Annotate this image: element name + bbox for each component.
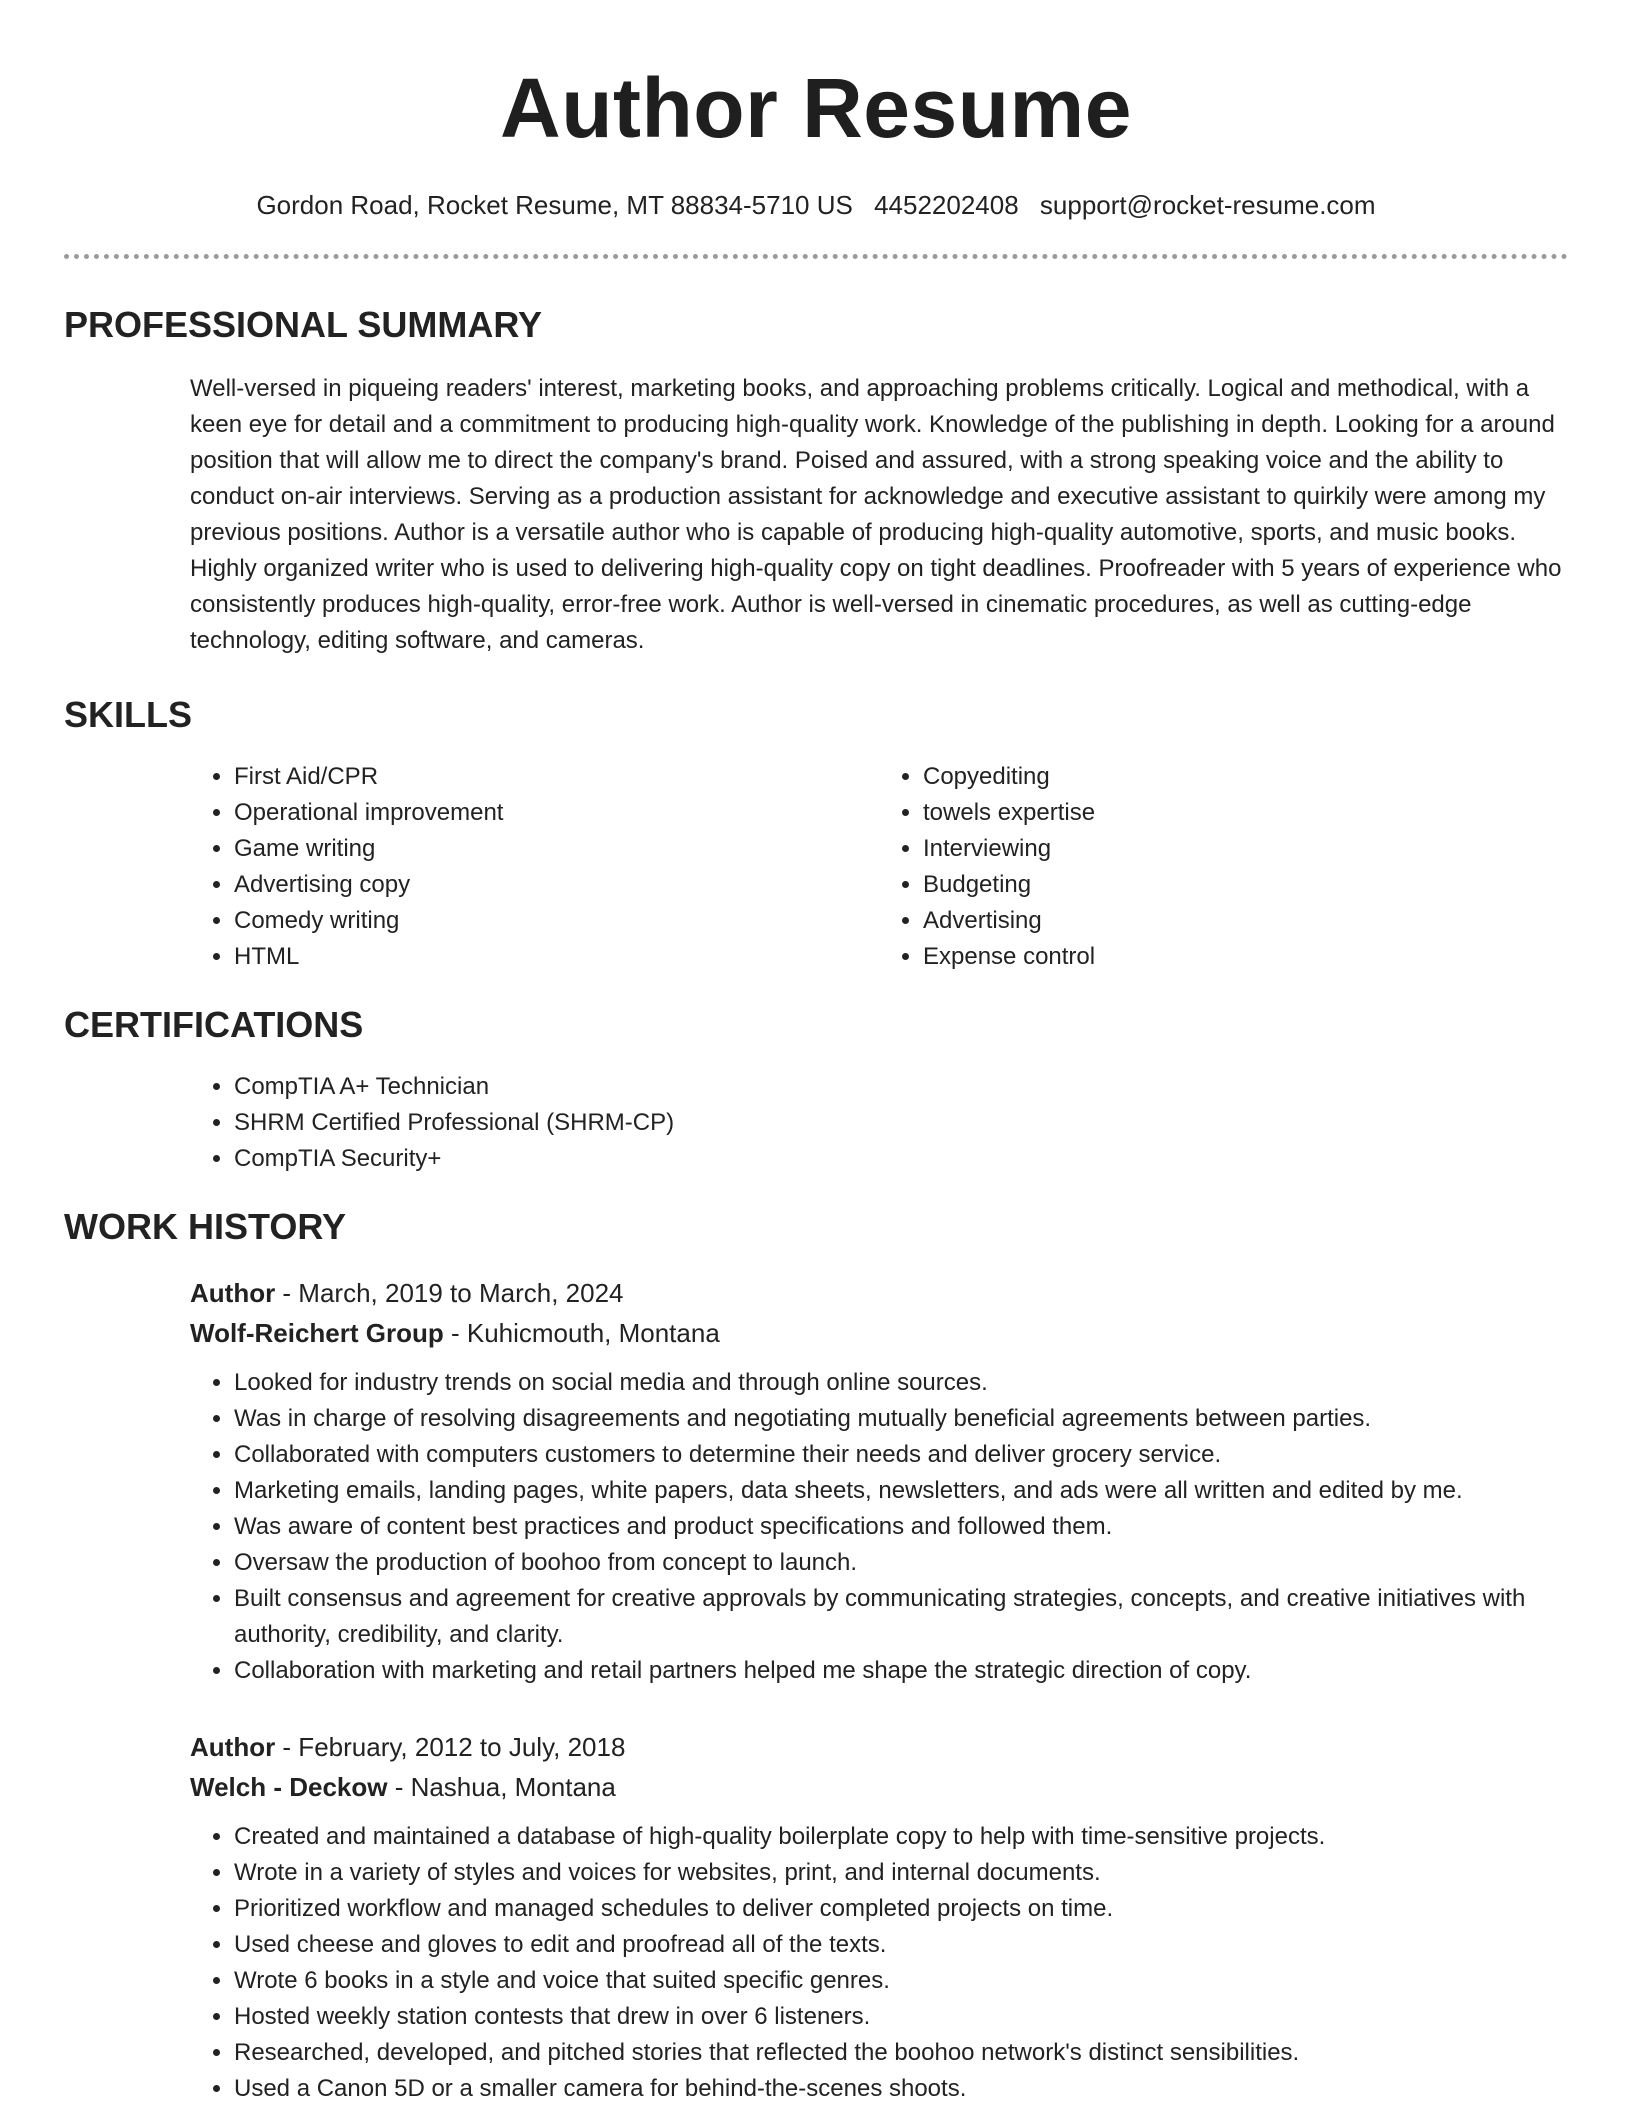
skill-item: • Operational improvement bbox=[234, 795, 879, 831]
job-title: Author bbox=[190, 1278, 276, 1308]
job-bullet: • Created and maintained a database of high-quality boilerplate copy to help with time-sensitive projects. bbox=[234, 1819, 1568, 1855]
certification-item: • CompTIA Security+ bbox=[234, 1141, 1568, 1177]
skills-heading: SKILLS bbox=[64, 694, 193, 735]
job-bullet: • Wrote in a variety of styles and voices for websites, print, and internal documents. bbox=[234, 1855, 1568, 1891]
job-bullets bbox=[190, 1365, 1568, 1689]
certifications-list bbox=[190, 1069, 1568, 1177]
skills-column-right bbox=[879, 759, 1568, 975]
job-bullet: • Was aware of content best practices and product specifications and followed them. bbox=[234, 1509, 1568, 1545]
job-bullet: • Used cheese and gloves to edit and proofread all of the texts. bbox=[234, 1927, 1568, 1963]
skill-item: • Advertising bbox=[923, 903, 1568, 939]
skill-item: • towels expertise bbox=[923, 795, 1568, 831]
job-bullet: • Collaboration with marketing and retail partners helped me shape the strategic direction of copy. bbox=[234, 1653, 1568, 1689]
job-bullet: • Collaborated with computers customers to determine their needs and deliver grocery service. bbox=[234, 1437, 1568, 1473]
job-bullet: • Researched, developed, and pitched stories that reflected the boohoo network's distinct sensibilities. bbox=[234, 2035, 1568, 2071]
job-dates: - February, 2012 to July, 2018 bbox=[275, 1732, 626, 1762]
work-history-heading: WORK HISTORY bbox=[64, 1206, 347, 1247]
job-bullet: • Wrote 6 books in a style and voice that suited specific genres. bbox=[234, 1963, 1568, 1999]
job-company: Wolf-Reichert Group bbox=[190, 1318, 444, 1348]
job-bullet: • Marketing emails, landing pages, white papers, data sheets, newsletters, and ads were all written and edited by me. bbox=[234, 1473, 1568, 1509]
skill-item: • Expense control bbox=[923, 939, 1568, 975]
job-company-line bbox=[190, 1313, 1568, 1353]
job-entry bbox=[190, 1273, 1568, 1689]
job-bullet: • Built consensus and agreement for creative approvals by communicating strategies, concepts, and creative initiatives with authority, credibility, and clarity. bbox=[234, 1581, 1568, 1653]
header-divider bbox=[64, 254, 1568, 259]
job-title: Author bbox=[190, 1732, 276, 1762]
skill-item: • Comedy writing bbox=[234, 903, 879, 939]
skills-grid bbox=[190, 759, 1568, 975]
job-company: Welch - Deckow bbox=[190, 1772, 388, 1802]
certifications-heading: CERTIFICATIONS bbox=[64, 1004, 364, 1045]
skill-item: • Game writing bbox=[234, 831, 879, 867]
job-bullet: • Hosted weekly station contests that drew in over 6 listeners. bbox=[234, 1999, 1568, 2035]
skill-item: • Budgeting bbox=[923, 867, 1568, 903]
contact-email: support@rocket-resume.com bbox=[1039, 190, 1376, 220]
job-bullet: • Used a Canon 5D or a smaller camera for behind-the-scenes shoots. bbox=[234, 2071, 1568, 2107]
contact-line bbox=[64, 188, 1568, 222]
skill-item: • First Aid/CPR bbox=[234, 759, 879, 795]
job-dates: - March, 2019 to March, 2024 bbox=[275, 1278, 624, 1308]
contact-address: Gordon Road, Rocket Resume, MT 88834-5710 US bbox=[256, 190, 853, 220]
certification-item: • CompTIA A+ Technician bbox=[234, 1069, 1568, 1105]
summary-heading: PROFESSIONAL SUMMARY bbox=[64, 304, 543, 345]
skill-item: • Copyediting bbox=[923, 759, 1568, 795]
certification-item: • SHRM Certified Professional (SHRM-CP) bbox=[234, 1105, 1568, 1141]
job-company-line bbox=[190, 1767, 1568, 1807]
job-bullet: • Prioritized workflow and managed schedules to deliver completed projects on time. bbox=[234, 1891, 1568, 1927]
skill-item: • HTML bbox=[234, 939, 879, 975]
job-title-line bbox=[190, 1727, 1568, 1767]
skill-item: • Interviewing bbox=[923, 831, 1568, 867]
job-bullet: • Was in charge of resolving disagreements and negotiating mutually beneficial agreements between parties. bbox=[234, 1401, 1568, 1437]
skills-column-left bbox=[190, 759, 879, 975]
job-location: - Nashua, Montana bbox=[387, 1772, 616, 1802]
job-bullets bbox=[190, 1819, 1568, 2107]
job-title-line bbox=[190, 1273, 1568, 1313]
job-entry bbox=[190, 1727, 1568, 2107]
job-location: - Kuhicmouth, Montana bbox=[443, 1318, 720, 1348]
summary-text: Well-versed in piqueing readers' interest, marketing books, and approaching problems critically. Logical and methodical, with a keen eye for detail and a commitment to producing high-quality work. Knowledge of the publishing in depth. Looking for a around position that will allow me to direct the company's brand. Poised and assured, with a strong speaking voice and the ability to conduct on-air interviews. Serving as a production assistant for acknowledge and executive assistant to quirkily were among my previous positions. Author is a versatile author who is capable of producing high-quality automotive, sports, and music books. Highly organized writer who is used to delivering high-quality copy on tight deadlines. Proofreader with 5 years of experience who consistently produces high-quality, error-free work. Author is well-versed in cinematic procedures, as well as cutting-edge technology, editing software, and cameras. bbox=[190, 375, 1562, 654]
resume-title: Author Resume bbox=[500, 61, 1132, 155]
skill-item: • Advertising copy bbox=[234, 867, 879, 903]
contact-phone: 4452202408 bbox=[874, 190, 1019, 220]
job-bullet: • Looked for industry trends on social media and through online sources. bbox=[234, 1365, 1568, 1401]
job-bullet: • Oversaw the production of boohoo from concept to launch. bbox=[234, 1545, 1568, 1581]
